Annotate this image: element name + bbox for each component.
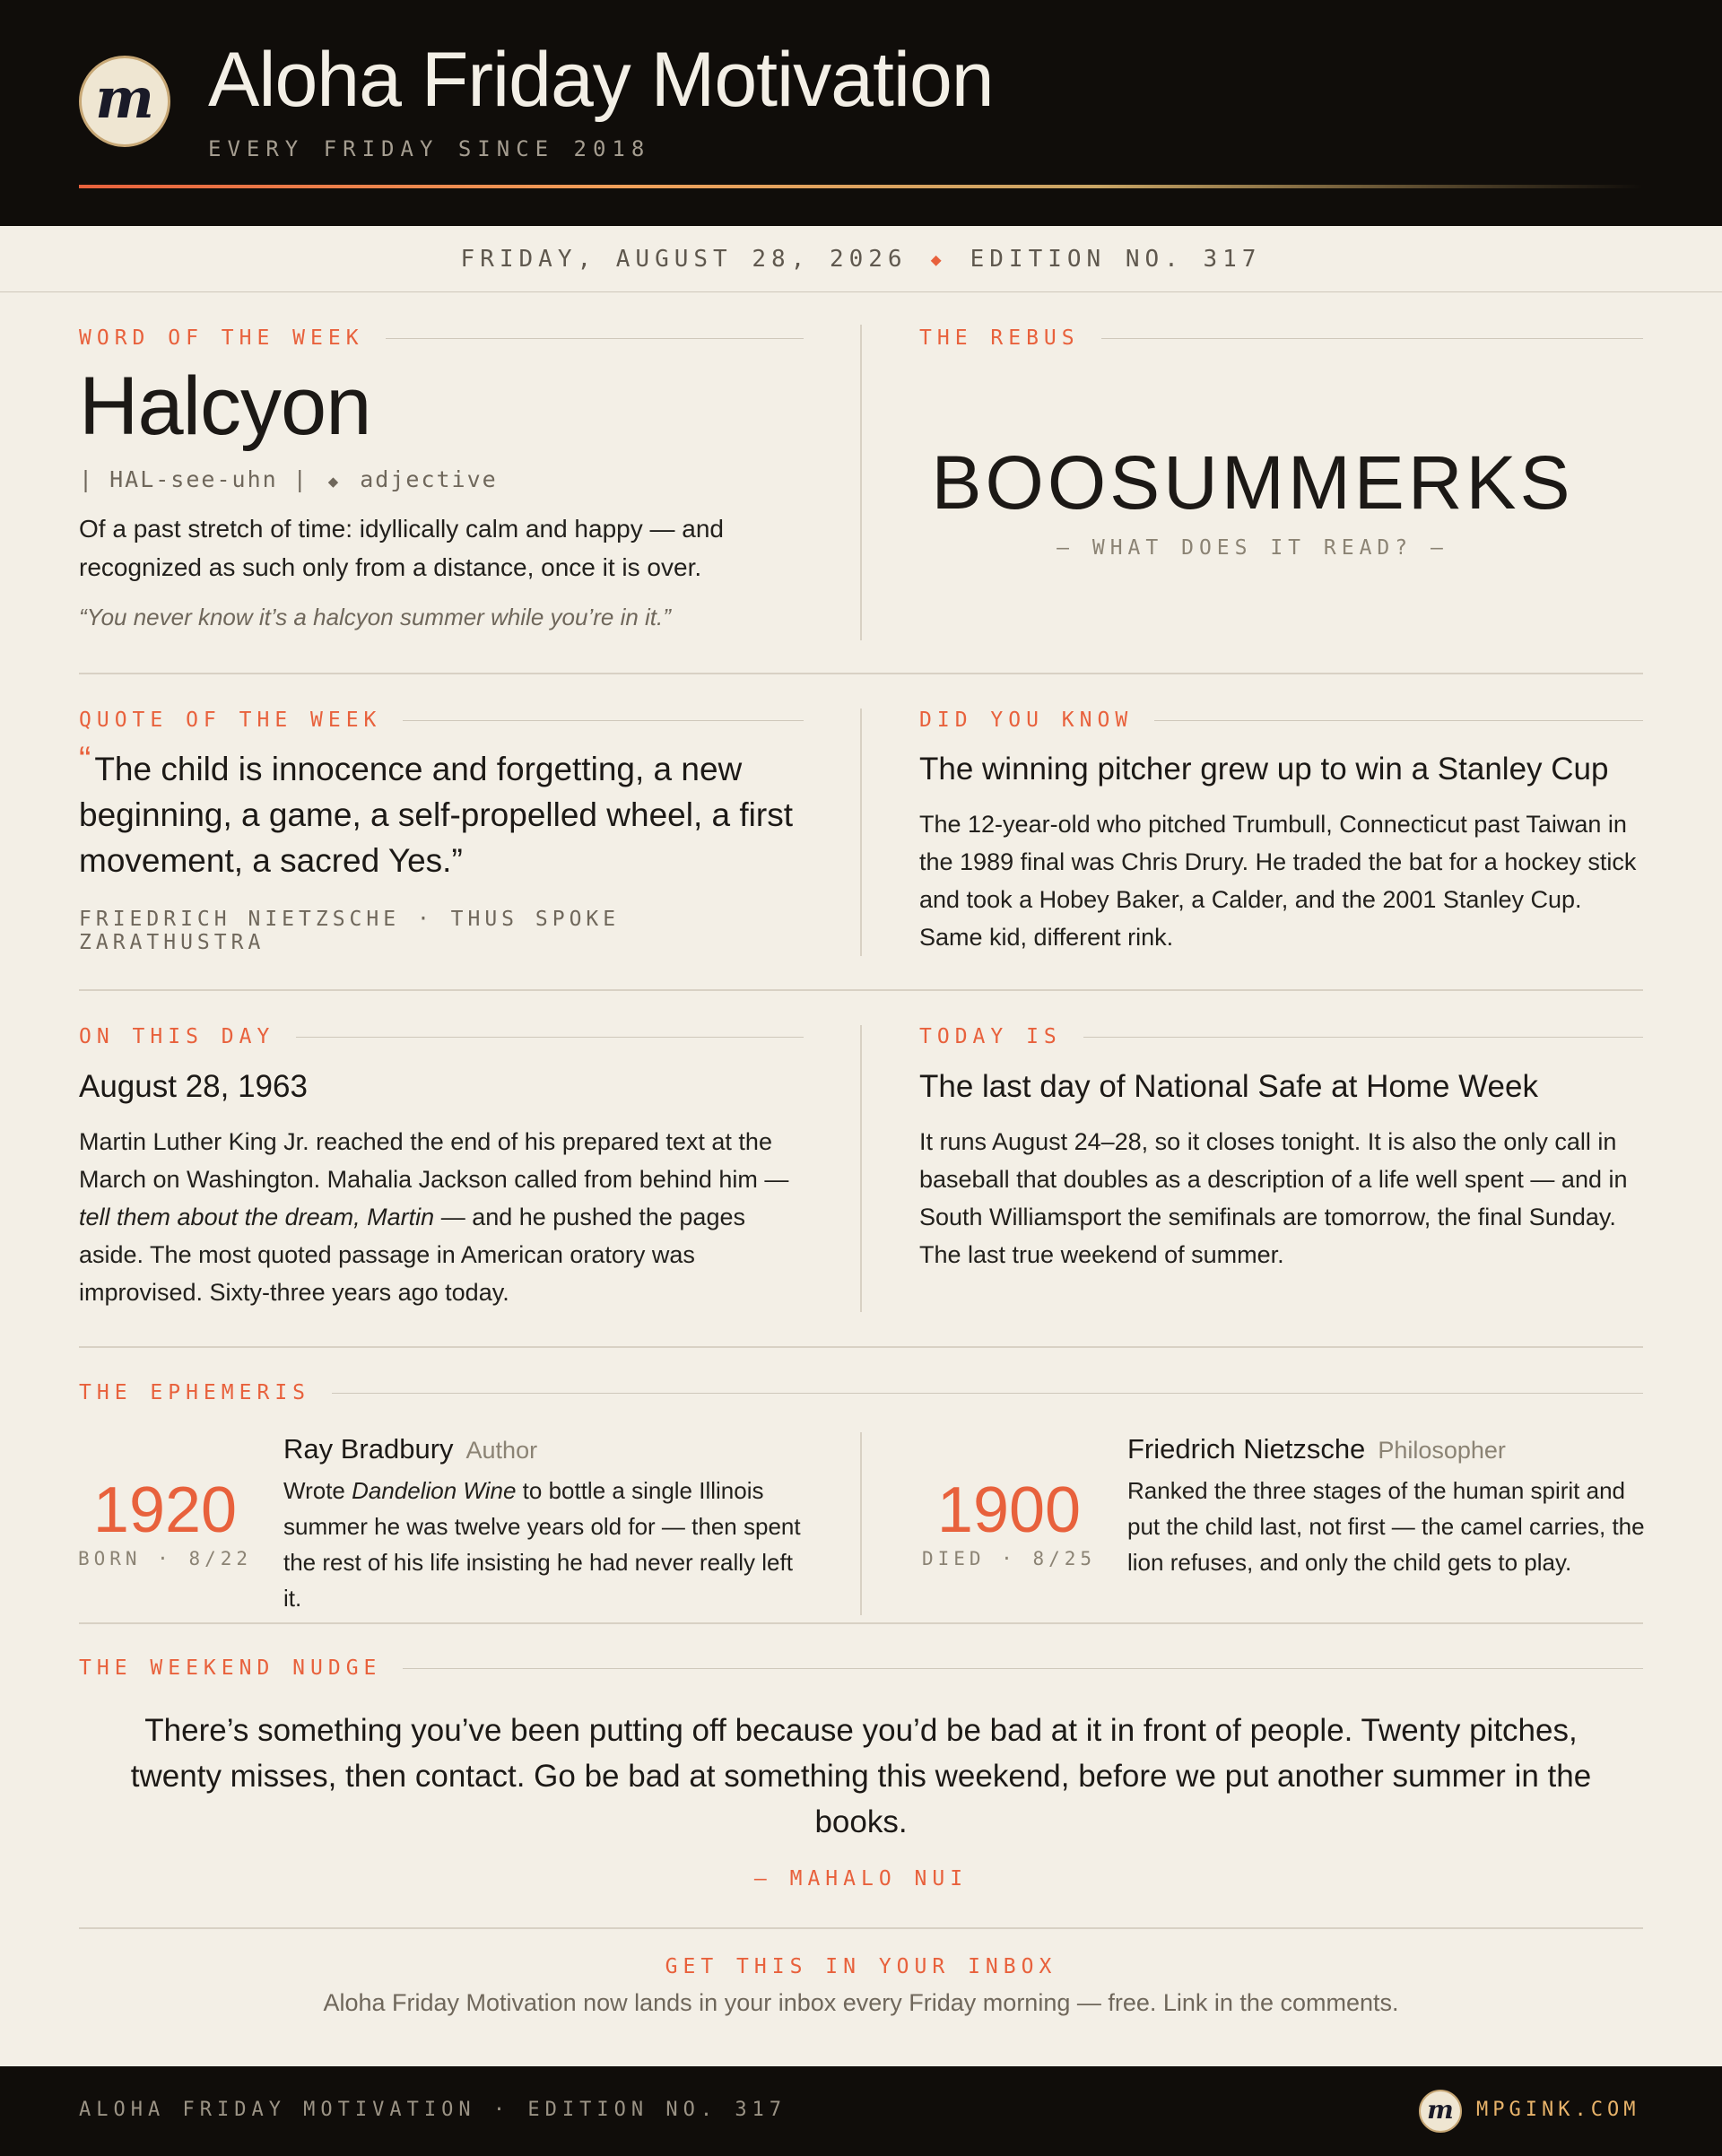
section-divider xyxy=(79,1346,1643,1348)
footer-edition: ALOHA FRIDAY MOTIVATION · EDITION NO. 317 xyxy=(79,2099,787,2121)
on-this-day-heading: August 28, 1963 xyxy=(79,1069,308,1104)
diamond-separator-icon: ◆ xyxy=(327,472,341,491)
masthead-accent-rule xyxy=(79,185,1643,188)
inbox-label: GET THIS IN YOUR INBOX xyxy=(665,1955,1057,1978)
ephemeris-text: Ranked the three stages of the human spirit and put the child last, not first — the camel carries, the lion refuses, and only the child gets to play. xyxy=(1127,1477,1645,1576)
open-quote-mark: “ xyxy=(79,740,91,779)
column-divider xyxy=(860,1432,862,1615)
column-divider xyxy=(860,709,862,956)
section-divider xyxy=(79,1622,1643,1624)
section-label-word-of-week: WORD OF THE WEEK xyxy=(79,325,804,352)
ephemeris-text: Wrote Dandelion Wine to bottle a single Illinois summer he was twelve years old for — then spent the rest of his life insisting he had never really left it. xyxy=(283,1477,801,1612)
footer xyxy=(0,2066,1722,2156)
word-definition: Of a past stretch of time: idyllically calm and happy — and recognized as such only from a distance, once it is over. xyxy=(79,515,724,581)
quote-text: “ The child is innocence and forgetting, a new beginning, a game, a self-propelled wheel, a first movement, a sacred Yes.” xyxy=(79,740,793,879)
weekend-nudge-text: There’s something you’ve been putting off because you’d be bad at it in front of people. Twenty pitches, twenty misses, then contact. Go be bad at something this weekend, before we put another summer in the books. xyxy=(130,1713,1592,1839)
section-divider xyxy=(79,1927,1643,1929)
quote-attribution: FRIEDRICH NIETZSCHE · THUS SPOKE ZARATHUSTRA xyxy=(79,908,621,954)
did-you-know-body: The 12-year-old who pitched Trumbull, Connecticut past Taiwan in the 1989 final was Chris Drury. He traded the bat for a hockey stick and took a Hobey Baker, a Calder, and the 2001 Stanley Cup. Same kid, different rink. xyxy=(919,811,1637,951)
part-of-speech: adjective xyxy=(360,466,498,492)
ephemeris-date: DIED · 8/25 xyxy=(921,1548,1097,1569)
ephemeris-year: 1900 xyxy=(936,1474,1082,1546)
inbox-text: Aloha Friday Motivation now lands in your inbox every Friday morning — free. Link in the comments. xyxy=(323,1989,1399,2016)
word-pronunciation-line xyxy=(79,466,498,492)
today-is-body: It runs August 24–28, so it closes tonight. It is also the only call in baseball that doubles as a description of a life well spent — and in South Williamsport the semifinals are tomorrow, the final Sunday. The last true weekend of summer. xyxy=(919,1128,1628,1268)
logo-mark-icon: m xyxy=(79,56,170,147)
dateline xyxy=(0,226,1722,292)
edition-number: EDITION NO. 317 xyxy=(970,245,1262,273)
ephemeris-name-line xyxy=(283,1433,537,1465)
ephemeris-name: Ray Bradbury xyxy=(283,1433,454,1465)
on-this-day-body: Martin Luther King Jr. reached the end of his prepared text at the March on Washington. Mahalia Jackson called from behind him — tell them about the dream, Martin — and he pushed the pages aside. The most quoted passage in American oratory was improvised. Sixty-three years ago today. xyxy=(79,1128,789,1306)
ephemeris-role: Philosopher xyxy=(1378,1437,1506,1464)
word-example: “You never know it’s a halcyon summer while you’re in it.” xyxy=(79,604,671,630)
masthead xyxy=(0,0,1722,226)
signoff: — MAHALO NUI xyxy=(753,1867,969,1891)
section-label-rebus: THE REBUS xyxy=(919,325,1643,352)
section-label-today-is: TODAY IS xyxy=(919,1023,1643,1050)
did-you-know-heading: The winning pitcher grew up to win a Stanley Cup xyxy=(919,752,1609,787)
section-divider xyxy=(79,673,1643,674)
ephemeris-year: 1920 xyxy=(92,1474,238,1546)
masthead-title: Aloha Friday Motivation xyxy=(208,37,994,123)
ephemeris-name-line xyxy=(1127,1433,1506,1465)
rebus-hint: — WHAT DOES IT READ? — xyxy=(1057,536,1448,560)
column-divider xyxy=(860,1025,862,1312)
logo-mark-icon: m xyxy=(1419,2090,1462,2133)
issue-date: FRIDAY, AUGUST 28, 2026 xyxy=(460,245,908,273)
section-label-weekend-nudge: THE WEEKEND NUDGE xyxy=(79,1655,1643,1682)
footer-site-link[interactable]: MPGINK.COM xyxy=(1476,2099,1640,2121)
section-label-quote: QUOTE OF THE WEEK xyxy=(79,707,804,734)
word-of-week: Halcyon xyxy=(79,361,371,452)
ephemeris-date: BORN · 8/22 xyxy=(77,1548,253,1569)
rebus-puzzle: BOOSUMMERKS xyxy=(931,440,1574,525)
ephemeris-name: Friedrich Nietzsche xyxy=(1127,1433,1366,1465)
pronunciation: | HAL-see-uhn | xyxy=(79,466,309,492)
section-divider xyxy=(79,989,1643,991)
diamond-separator-icon: ◆ xyxy=(930,248,947,270)
today-is-heading: The last day of National Safe at Home Week xyxy=(919,1069,1538,1104)
section-label-on-this-day: ON THIS DAY xyxy=(79,1023,804,1050)
section-label-did-you-know: DID YOU KNOW xyxy=(919,707,1643,734)
section-label-ephemeris: THE EPHEMERIS xyxy=(79,1379,1643,1406)
ephemeris-role: Author xyxy=(465,1437,538,1464)
masthead-subtitle: EVERY FRIDAY SINCE 2018 xyxy=(208,136,651,161)
